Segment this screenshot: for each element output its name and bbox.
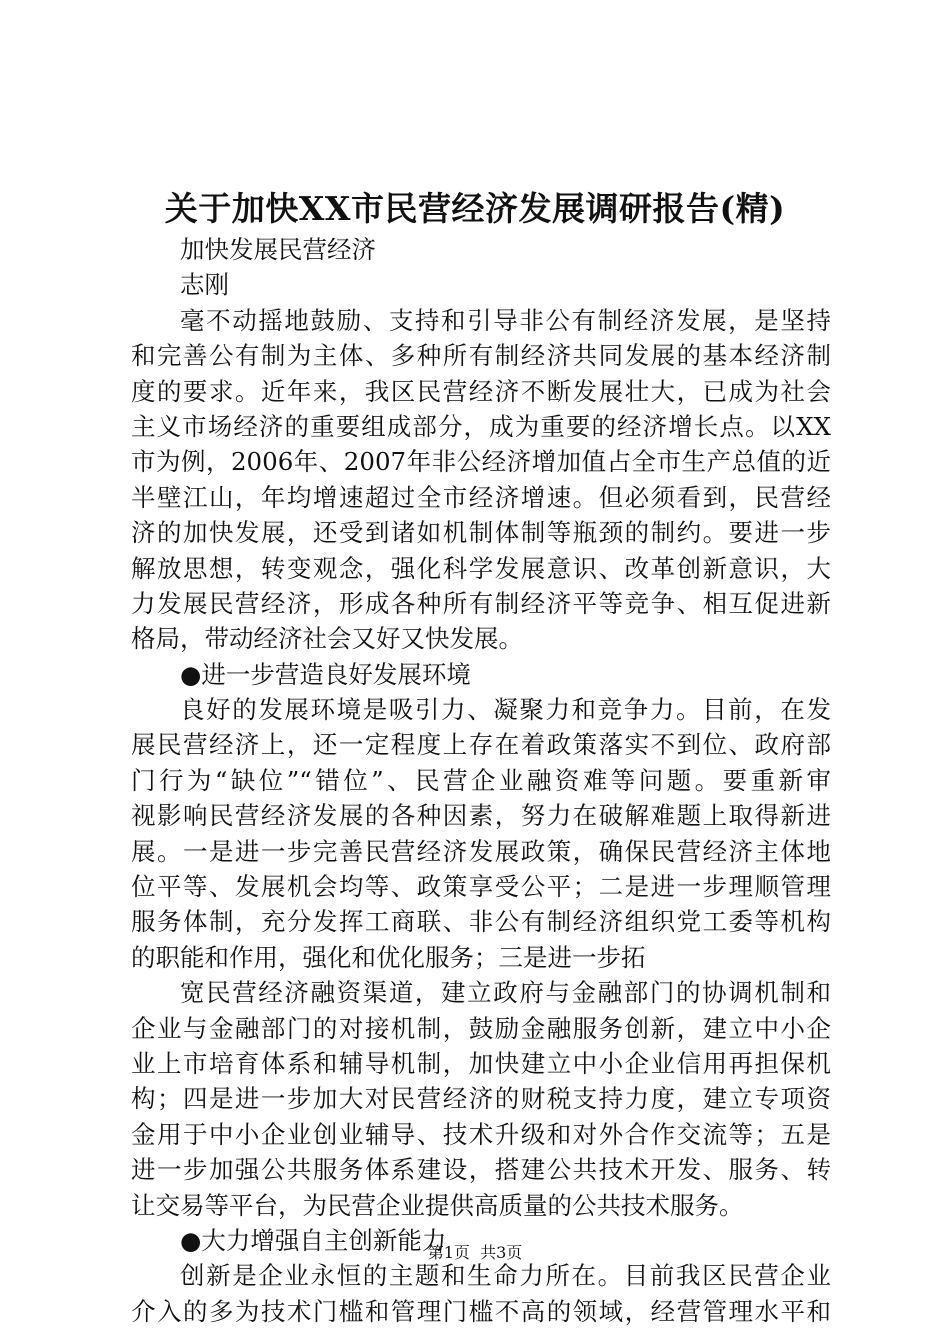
text-line: 企业与金融部门的对接机制，鼓励金融服务创新，建立中小企: [131, 1013, 831, 1043]
text-line: 金用于中小企业创业辅导、技术升级和对外合作交流等；五是: [131, 1119, 831, 1149]
page-footer: 第1页 共3页: [427, 1243, 523, 1262]
text-line: 市为例，2006年、2007年非公经济增加值占全市生产总值的近: [131, 447, 831, 477]
document-body: [131, 232, 831, 1329]
text-line: 视影响民营经济发展的各种因素，努力在破解难题上取得新进: [131, 801, 831, 831]
text-line: 展民营经济上，还一定程度上存在着政策落实不到位、政府部: [131, 730, 831, 760]
text-line: 度的要求。近年来，我区民营经济不断发展壮大，已成为社会: [131, 376, 831, 406]
text-line: 和完善公有制为主体、多种所有制经济共同发展的基本经济制: [131, 341, 831, 371]
text-line: 服务体制，充分发挥工商联、非公有制经济组织党工委等机构: [131, 907, 831, 937]
text-line: 宽民营经济融资渠道，建立政府与金融部门的协调机制和: [180, 978, 831, 1008]
text-line: 创新是企业永恒的主题和生命力所在。目前我区民营企业: [180, 1261, 831, 1291]
text-line: 格局，带动经济社会又好又快发展。: [131, 624, 523, 654]
text-line: 主义市场经济的重要组成部分，成为重要的经济增长点。以XX: [131, 411, 831, 441]
text-line: 志刚: [180, 270, 229, 300]
document-title: 关于加快XX市民营经济发展调研报告(精): [164, 189, 786, 228]
text-line: 加快发展民营经济: [180, 235, 376, 264]
text-line: 半壁江山，年均增速超过全市经济增速。但必须看到，民营经: [131, 482, 831, 512]
text-line: 介入的多为技术门槛和管理门槛不高的领域，经营管理水平和: [131, 1296, 831, 1326]
text-line: 展。一是进一步完善民营经济发展政策，确保民营经济主体地: [131, 836, 831, 866]
text-line: 进一步加强公共服务体系建设，搭建公共技术开发、服务、转: [131, 1155, 831, 1185]
text-line: 门行为“缺位”“错位”、民营企业融资难等问题。要重新审: [131, 765, 831, 795]
text-line: 让交易等平台，为民营企业提供高质量的公共技术服务。: [131, 1190, 744, 1220]
text-line: ●进一步营造良好发展环境: [180, 659, 471, 689]
text-line: 济的加快发展，还受到诸如机制体制等瓶颈的制约。要进一步: [131, 518, 831, 548]
text-line: 的职能和作用，强化和优化服务；三是进一步拓: [131, 942, 646, 972]
text-line: 毫不动摇地鼓励、支持和引导非公有制经济发展，是坚持: [180, 305, 831, 335]
text-line: 解放思想，转变观念，强化科学发展意识、改革创新意识，大: [131, 553, 831, 583]
text-line: ●大力增强自主创新能力: [180, 1225, 447, 1255]
text-line: 业上市培育体系和辅导机制，加快建立中小企业信用再担保机: [131, 1048, 831, 1078]
text-line: 力发展民营经济，形成各种所有制经济平等竞争、相互促进新: [131, 588, 831, 618]
text-line: 构；四是进一步加大对民营经济的财税支持力度，建立专项资: [131, 1084, 831, 1114]
text-line: 位平等、发展机会均等、政策享受公平；二是进一步理顺管理: [131, 872, 831, 902]
text-line: 良好的发展环境是吸引力、凝聚力和竞争力。目前，在发: [180, 695, 831, 725]
